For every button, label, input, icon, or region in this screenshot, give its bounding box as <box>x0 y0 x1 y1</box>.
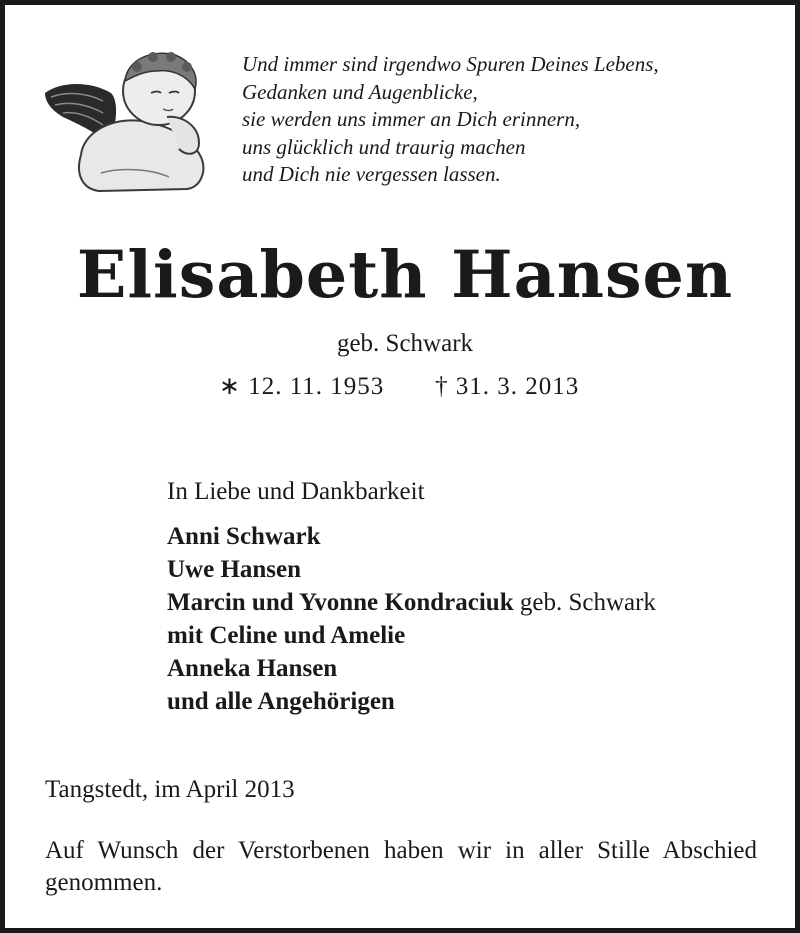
thanks-line: In Liebe und Dankbarkeit <box>167 478 425 505</box>
mourner-item <box>167 652 656 685</box>
birth-date: ∗ 12. 11. 1953 <box>219 373 385 400</box>
mourner-item <box>167 586 656 619</box>
memorial-poem <box>242 51 782 189</box>
mourner-name: Marcin und Yvonne Kondraciuk <box>167 589 514 616</box>
poem-line: sie werden uns immer an Dich erinnern, <box>242 107 581 131</box>
mourner-name: Anni Schwark <box>167 523 321 550</box>
maiden-name: geb. Schwark <box>336 330 474 357</box>
deceased-name: Elisabeth Hansen <box>76 237 734 313</box>
cherub-angel-icon <box>41 45 213 195</box>
mourner-item <box>167 520 656 553</box>
mourner-item <box>167 553 656 586</box>
closing-note: Auf Wunsch der Verstorbenen haben wir in aller Stille Abschied genommen. <box>45 837 757 896</box>
mourner-name: und alle Angehörigen <box>167 688 395 715</box>
mourner-item <box>167 619 656 652</box>
death-date: † 31. 3. 2013 <box>435 373 580 400</box>
mourner-name: Anneka Hansen <box>167 655 338 682</box>
poem-line: Gedanken und Augenblicke, <box>242 79 478 104</box>
poem-line: und Dich nie vergessen lassen. <box>242 162 501 186</box>
place-date: Tangstedt, im April 2013 <box>45 776 295 803</box>
mourner-suffix: geb. Schwark <box>513 589 656 616</box>
poem-line: uns glücklich und traurig machen <box>242 134 526 159</box>
mourner-name: Uwe Hansen <box>167 556 302 583</box>
mourner-name: mit Celine und Amelie <box>167 622 406 649</box>
mourners-list <box>167 520 656 718</box>
mourner-item <box>167 685 656 718</box>
poem-line: Und immer sind irgendwo Spuren Deines Lebens, <box>242 52 659 76</box>
